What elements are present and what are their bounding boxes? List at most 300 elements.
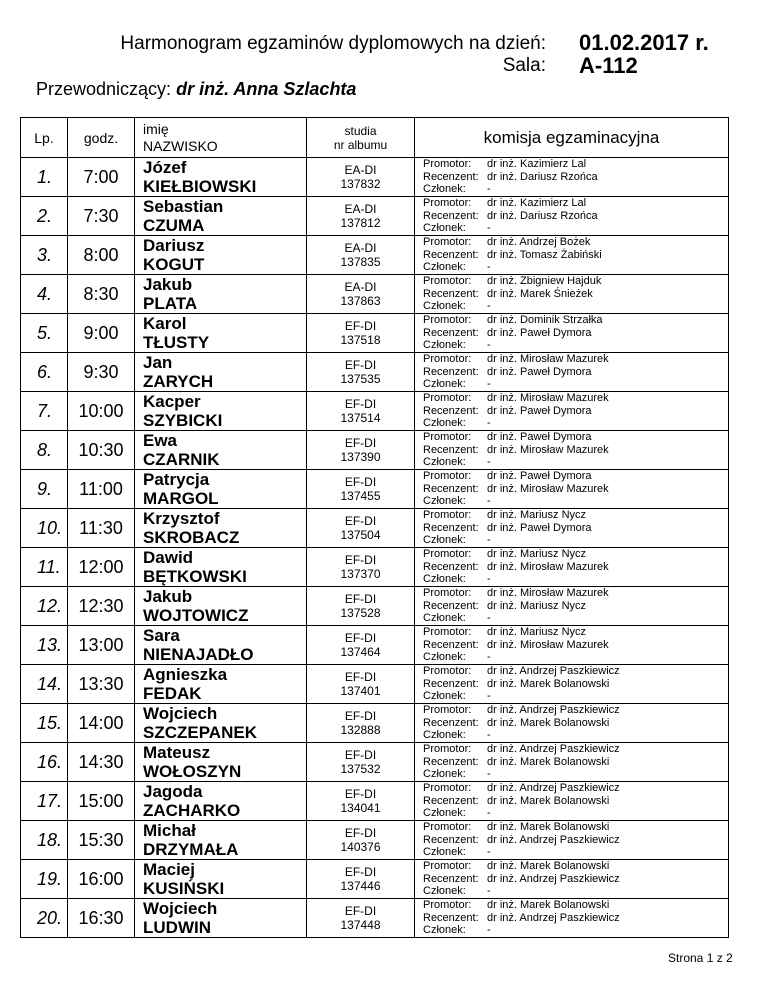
student-program: [307, 392, 415, 431]
chair-label: Przewodniczący:: [36, 79, 172, 99]
student-first-name: Krzysztof: [143, 509, 220, 528]
committee-reviewer-line: [423, 561, 728, 574]
student-name: [135, 626, 307, 665]
col-header-committee: komisja egzaminacyjna: [415, 118, 729, 158]
committee-member-name: -: [487, 183, 491, 196]
album-number: 137532: [340, 762, 381, 776]
student-last-name: PLATA: [143, 294, 198, 313]
committee-reviewer-name: dr inż. Paweł Dymora: [487, 365, 592, 378]
student-program: [307, 743, 415, 782]
table-row: [21, 899, 729, 938]
committee-member-name: -: [487, 339, 491, 352]
committee-reviewer-line: [423, 522, 728, 535]
row-number: 14.: [21, 665, 68, 704]
committee-promotor-name: dr inż. Kazimierz Lal: [487, 158, 587, 171]
committee-reviewer-line: [423, 288, 728, 301]
program-code: EF-DI: [344, 826, 377, 840]
student-first-name: Dawid: [143, 548, 194, 567]
student-last-name: FEDAK: [143, 684, 202, 703]
row-number: 18.: [21, 821, 68, 860]
student-program: [307, 197, 415, 236]
committee-member-line: [423, 378, 728, 391]
committee-reviewer-line: [423, 873, 728, 886]
committee-reviewer-line: [423, 834, 728, 847]
table-row: [21, 548, 729, 587]
committee-member-name: -: [487, 300, 491, 313]
student-program: [307, 899, 415, 938]
album-number: 137832: [340, 177, 381, 191]
album-number: 137835: [340, 255, 381, 269]
table-row: [21, 353, 729, 392]
student-last-name: ZARYCH: [143, 372, 214, 391]
program-code: EF-DI: [344, 397, 377, 411]
committee-reviewer-name: dr inż. Mirosław Mazurek: [487, 638, 609, 651]
exam-time: 12:00: [68, 548, 135, 587]
album-number: 134041: [340, 801, 381, 815]
student-first-name: Maciej: [143, 860, 195, 879]
committee-member-name: -: [487, 612, 491, 625]
committee-promotor-role: Promotor:: [423, 782, 472, 795]
student-last-name: TŁUSTY: [143, 333, 210, 352]
committee-promotor-role: Promotor:: [423, 548, 472, 561]
program-code: EF-DI: [344, 358, 377, 372]
committee-member-role: Członek:: [423, 456, 466, 469]
committee-promotor-line: [423, 431, 728, 444]
row-number: 19.: [21, 860, 68, 899]
committee: [415, 548, 729, 587]
committee-member-name: -: [487, 807, 491, 820]
committee-member-line: [423, 573, 728, 586]
committee-promotor-role: Promotor:: [423, 236, 472, 249]
committee-promotor-name: dr inż. Paweł Dymora: [487, 431, 592, 444]
program-code: EF-DI: [344, 592, 377, 606]
committee-member-line: [423, 534, 728, 547]
committee-reviewer-role: Recenzent:: [423, 521, 479, 534]
exam-time: 14:30: [68, 743, 135, 782]
committee-promotor-role: Promotor:: [423, 158, 472, 171]
committee: [415, 899, 729, 938]
committee-promotor-role: Promotor:: [423, 392, 472, 405]
committee-reviewer-line: [423, 171, 728, 184]
committee-member-line: [423, 495, 728, 508]
student-name: [135, 821, 307, 860]
committee-reviewer-role: Recenzent:: [423, 638, 479, 651]
committee-member-line: [423, 729, 728, 742]
committee-promotor-role: Promotor:: [423, 704, 472, 717]
committee-reviewer-line: [423, 756, 728, 769]
committee-reviewer-name: dr inż. Mirosław Mazurek: [487, 443, 609, 456]
committee-promotor-role: Promotor:: [423, 314, 472, 327]
exam-time: 10:30: [68, 431, 135, 470]
exam-time: 15:30: [68, 821, 135, 860]
student-first-name: Wojciech: [143, 899, 218, 918]
student-program: [307, 470, 415, 509]
program-code: EA-DI: [344, 163, 377, 177]
committee-reviewer-name: dr inż. Mirosław Mazurek: [487, 482, 609, 495]
row-number: 10.: [21, 509, 68, 548]
table-row: [21, 509, 729, 548]
committee-promotor-name: dr inż. Kazimierz Lal: [487, 197, 587, 210]
program-code: EF-DI: [344, 748, 377, 762]
album-number: 137514: [340, 411, 381, 425]
committee-reviewer-name: dr inż. Marek Bolanowski: [487, 677, 610, 690]
committee-reviewer-role: Recenzent:: [423, 833, 479, 846]
committee-reviewer-role: Recenzent:: [423, 599, 479, 612]
committee-member-name: -: [487, 924, 491, 937]
committee-promotor-line: [423, 548, 728, 561]
committee-promotor-role: Promotor:: [423, 587, 472, 600]
student-program: [307, 509, 415, 548]
committee-promotor-line: [423, 353, 728, 366]
album-number: 137448: [340, 918, 381, 932]
exam-time: 9:30: [68, 353, 135, 392]
student-first-name: Sara: [143, 626, 180, 645]
committee-reviewer-line: [423, 600, 728, 613]
committee-promotor-name: dr inż. Marek Bolanowski: [487, 860, 610, 873]
committee-reviewer-role: Recenzent:: [423, 404, 479, 417]
table-row: [21, 431, 729, 470]
exam-time: 16:00: [68, 860, 135, 899]
committee-member-name: -: [487, 417, 491, 430]
committee-reviewer-line: [423, 249, 728, 262]
committee-promotor-line: [423, 782, 728, 795]
committee-member-line: [423, 183, 728, 196]
committee-promotor-role: Promotor:: [423, 899, 472, 912]
committee: [415, 743, 729, 782]
student-program: [307, 353, 415, 392]
committee-promotor-line: [423, 275, 728, 288]
exam-time: 14:00: [68, 704, 135, 743]
committee-reviewer-role: Recenzent:: [423, 326, 479, 339]
committee-promotor-role: Promotor:: [423, 743, 472, 756]
student-name: [135, 665, 307, 704]
student-last-name: LUDWIN: [143, 918, 211, 937]
committee-member-line: [423, 222, 728, 235]
committee-member-role: Członek:: [423, 495, 466, 508]
student-last-name: DRZYMAŁA: [143, 840, 239, 859]
row-number: 3.: [21, 236, 68, 275]
committee-promotor-name: dr inż. Paweł Dymora: [487, 470, 592, 483]
committee-member-name: -: [487, 456, 491, 469]
student-first-name: Sebastian: [143, 197, 224, 216]
student-first-name: Wojciech: [143, 704, 218, 723]
committee-member-name: -: [487, 261, 491, 274]
program-code: EF-DI: [344, 631, 377, 645]
student-program: [307, 548, 415, 587]
student-first-name: Jakub: [143, 275, 193, 294]
committee: [415, 587, 729, 626]
album-number: 137370: [340, 567, 381, 581]
committee-member-role: Członek:: [423, 339, 466, 352]
student-last-name: NIENAJADŁO: [143, 645, 254, 664]
committee-member-role: Członek:: [423, 300, 466, 313]
committee-promotor-name: dr inż. Andrzej Paszkiewicz: [487, 782, 620, 795]
committee-member-line: [423, 885, 728, 898]
student-last-name: KOGUT: [143, 255, 205, 274]
committee: [415, 782, 729, 821]
committee: [415, 821, 729, 860]
committee-reviewer-name: dr inż. Marek Bolanowski: [487, 794, 610, 807]
program-code: EF-DI: [344, 436, 377, 450]
row-number: 20.: [21, 899, 68, 938]
committee-reviewer-name: dr inż. Andrzej Paszkiewicz: [487, 872, 620, 885]
student-name: [135, 158, 307, 197]
room-label: Sala:: [502, 55, 546, 76]
committee-promotor-line: [423, 236, 728, 249]
student-program: [307, 704, 415, 743]
student-name: [135, 782, 307, 821]
table-row: [21, 158, 729, 197]
committee-promotor-line: [423, 626, 728, 639]
committee-promotor-line: [423, 314, 728, 327]
student-last-name: KIEŁBIOWSKI: [143, 177, 257, 196]
committee-reviewer-role: Recenzent:: [423, 716, 479, 729]
row-number: 17.: [21, 782, 68, 821]
exam-time: 13:00: [68, 626, 135, 665]
student-name: [135, 509, 307, 548]
album-number: 137863: [340, 294, 381, 308]
program-code: EA-DI: [344, 280, 377, 294]
student-last-name: SKROBACZ: [143, 528, 240, 547]
committee-promotor-line: [423, 860, 728, 873]
exam-time: 16:30: [68, 899, 135, 938]
student-last-name: WOJTOWICZ: [143, 606, 249, 625]
table-row: [21, 860, 729, 899]
committee-member-line: [423, 807, 728, 820]
committee: [415, 665, 729, 704]
album-number: 137504: [340, 528, 381, 542]
col-header-studia-line2: nr albumu: [333, 137, 388, 152]
row-number: 11.: [21, 548, 68, 587]
student-first-name: Józef: [143, 158, 187, 177]
committee: [415, 470, 729, 509]
album-number: 137528: [340, 606, 381, 620]
committee-reviewer-name: dr inż. Marek Śnieżek: [487, 287, 593, 300]
exam-time: 11:30: [68, 509, 135, 548]
committee-reviewer-line: [423, 444, 728, 457]
committee-reviewer-role: Recenzent:: [423, 443, 479, 456]
committee-reviewer-line: [423, 210, 728, 223]
exam-time: 13:30: [68, 665, 135, 704]
committee-member-name: -: [487, 222, 491, 235]
committee-member-role: Członek:: [423, 924, 466, 937]
exam-date: 01.02.2017 r.: [579, 30, 709, 55]
committee-promotor-role: Promotor:: [423, 509, 472, 522]
committee-member-line: [423, 456, 728, 469]
exam-time: 7:30: [68, 197, 135, 236]
committee-member-role: Członek:: [423, 768, 466, 781]
student-name: [135, 587, 307, 626]
committee-promotor-line: [423, 665, 728, 678]
student-last-name: ZACHARKO: [143, 801, 241, 820]
program-code: EF-DI: [344, 319, 377, 333]
row-number: 8.: [21, 431, 68, 470]
student-first-name: Karol: [143, 314, 187, 333]
committee: [415, 392, 729, 431]
committee-promotor-role: Promotor:: [423, 197, 472, 210]
table-row: [21, 821, 729, 860]
committee-member-role: Członek:: [423, 261, 466, 274]
committee: [415, 353, 729, 392]
committee-member-name: -: [487, 846, 491, 859]
table-row: [21, 470, 729, 509]
chair-name: dr inż. Anna Szlachta: [176, 79, 357, 99]
committee-reviewer-role: Recenzent:: [423, 911, 479, 924]
row-number: 15.: [21, 704, 68, 743]
committee-member-line: [423, 417, 728, 430]
student-name: [135, 314, 307, 353]
committee-member-name: -: [487, 534, 491, 547]
committee-member-line: [423, 924, 728, 937]
table-row: [21, 392, 729, 431]
student-program: [307, 158, 415, 197]
student-last-name: BĘTKOWSKI: [143, 567, 247, 586]
committee-promotor-line: [423, 899, 728, 912]
exam-time: 8:00: [68, 236, 135, 275]
committee-reviewer-line: [423, 366, 728, 379]
student-name: [135, 860, 307, 899]
committee-promotor-line: [423, 743, 728, 756]
chairperson: [36, 79, 356, 100]
committee-member-line: [423, 339, 728, 352]
committee-member-role: Członek:: [423, 846, 466, 859]
committee-promotor-role: Promotor:: [423, 821, 472, 834]
committee-member-line: [423, 261, 728, 274]
committee-member-name: -: [487, 573, 491, 586]
row-number: 13.: [21, 626, 68, 665]
album-number: 137535: [340, 372, 381, 386]
student-program: [307, 314, 415, 353]
row-number: 7.: [21, 392, 68, 431]
student-name: [135, 548, 307, 587]
committee-member-role: Członek:: [423, 183, 466, 196]
album-number: 137390: [340, 450, 381, 464]
student-first-name: Agnieszka: [143, 665, 228, 684]
table-row: [21, 704, 729, 743]
student-first-name: Kacper: [143, 392, 201, 411]
committee-member-role: Członek:: [423, 378, 466, 391]
committee-promotor-line: [423, 821, 728, 834]
committee-reviewer-name: dr inż. Andrzej Paszkiewicz: [487, 833, 620, 846]
student-name: [135, 197, 307, 236]
student-program: [307, 860, 415, 899]
committee-promotor-line: [423, 509, 728, 522]
committee-promotor-role: Promotor:: [423, 275, 472, 288]
col-header-first-name: imię: [143, 120, 169, 137]
program-code: EF-DI: [344, 475, 377, 489]
row-number: 6.: [21, 353, 68, 392]
committee-promotor-name: dr inż. Andrzej Paszkiewicz: [487, 743, 620, 756]
committee-member-name: -: [487, 378, 491, 391]
exam-time: 8:30: [68, 275, 135, 314]
table-row: [21, 275, 729, 314]
student-name: [135, 470, 307, 509]
album-number: 140376: [340, 840, 381, 854]
col-header-lp: Lp.: [21, 118, 68, 158]
committee-reviewer-line: [423, 483, 728, 496]
student-last-name: SZYBICKI: [143, 411, 223, 430]
committee-reviewer-name: dr inż. Marek Bolanowski: [487, 755, 610, 768]
committee-member-line: [423, 846, 728, 859]
schedule-table: [20, 117, 729, 938]
committee-promotor-name: dr inż. Dominik Strzałka: [487, 314, 603, 327]
committee-reviewer-name: dr inż. Mariusz Nycz: [487, 599, 587, 612]
committee-member-role: Członek:: [423, 651, 466, 664]
committee-reviewer-role: Recenzent:: [423, 365, 479, 378]
exam-time: 10:00: [68, 392, 135, 431]
committee: [415, 704, 729, 743]
committee-reviewer-name: dr inż. Tomasz Żabiński: [487, 248, 602, 261]
student-last-name: CZUMA: [143, 216, 205, 235]
committee-reviewer-name: dr inż. Paweł Dymora: [487, 404, 592, 417]
program-code: EF-DI: [344, 904, 377, 918]
student-last-name: KUSIŃSKI: [143, 879, 225, 898]
student-name: [135, 704, 307, 743]
student-last-name: MARGOL: [143, 489, 219, 508]
album-number: 137812: [340, 216, 381, 230]
committee-promotor-role: Promotor:: [423, 353, 472, 366]
program-code: EA-DI: [344, 241, 377, 255]
committee-promotor-name: dr inż. Marek Bolanowski: [487, 821, 610, 834]
committee-member-name: -: [487, 495, 491, 508]
committee-promotor-role: Promotor:: [423, 626, 472, 639]
committee-member-line: [423, 651, 728, 664]
committee-reviewer-role: Recenzent:: [423, 248, 479, 261]
student-program: [307, 821, 415, 860]
committee: [415, 236, 729, 275]
committee-reviewer-name: dr inż. Mirosław Mazurek: [487, 560, 609, 573]
committee-member-role: Członek:: [423, 690, 466, 703]
col-header-time: godz.: [68, 118, 135, 158]
committee-promotor-role: Promotor:: [423, 431, 472, 444]
student-last-name: WOŁOSZYN: [143, 762, 242, 781]
album-number: 137455: [340, 489, 381, 503]
committee-promotor-name: dr inż. Andrzej Paszkiewicz: [487, 704, 620, 717]
student-program: [307, 626, 415, 665]
col-header-studia-line1: studia: [344, 123, 377, 138]
committee-reviewer-role: Recenzent:: [423, 287, 479, 300]
committee-member-name: -: [487, 885, 491, 898]
room-number: A-112: [579, 53, 638, 78]
committee-promotor-role: Promotor:: [423, 860, 472, 873]
row-number: 12.: [21, 587, 68, 626]
committee-member-role: Członek:: [423, 534, 466, 547]
committee: [415, 275, 729, 314]
committee-reviewer-line: [423, 639, 728, 652]
committee-member-role: Członek:: [423, 807, 466, 820]
committee: [415, 509, 729, 548]
committee-member-name: -: [487, 729, 491, 742]
student-name: [135, 899, 307, 938]
committee-reviewer-line: [423, 717, 728, 730]
committee-member-role: Członek:: [423, 222, 466, 235]
table-row: [21, 587, 729, 626]
committee-member-line: [423, 768, 728, 781]
committee-reviewer-line: [423, 327, 728, 340]
student-first-name: Mateusz: [143, 743, 211, 762]
col-header-name: [135, 118, 307, 158]
student-program: [307, 431, 415, 470]
student-name: [135, 392, 307, 431]
committee: [415, 158, 729, 197]
committee-promotor-line: [423, 587, 728, 600]
committee-member-role: Członek:: [423, 612, 466, 625]
row-number: 9.: [21, 470, 68, 509]
committee-member-role: Członek:: [423, 417, 466, 430]
committee-member-role: Członek:: [423, 729, 466, 742]
committee-member-line: [423, 300, 728, 313]
committee-promotor-line: [423, 470, 728, 483]
